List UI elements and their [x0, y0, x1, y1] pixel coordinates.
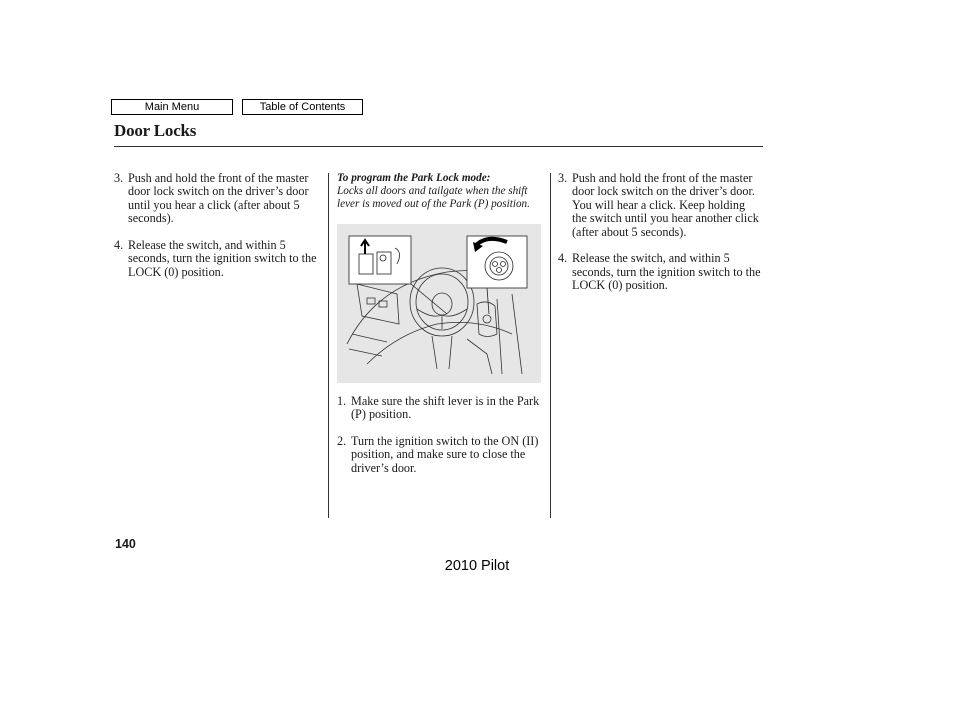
step-number: 4.: [114, 238, 124, 253]
section-note: Locks all doors and tailgate when the shift lever is moved out of the Park (P) position.: [337, 185, 530, 211]
step-number: 2.: [337, 433, 347, 448]
title-divider: [114, 146, 763, 147]
step-number: 1.: [337, 393, 347, 408]
step-item: [558, 252, 763, 292]
page-title: Door Locks: [114, 121, 197, 140]
step-item: [337, 435, 545, 475]
step-text: Push and hold the front of the master door lock switch on the driver’s door. You will hear a click. Keep holding the switch until you hear another click (after about 5 seconds).: [572, 171, 759, 239]
step-number: 3.: [114, 171, 124, 185]
column-divider-left: [328, 173, 329, 518]
step-text: Turn the ignition switch to the ON (II) position, and make sure to close the driver’s door.: [351, 433, 539, 475]
dashboard-door-lock-switch-illustration: [337, 224, 541, 383]
table-of-contents-button[interactable]: Table of Contents: [242, 99, 363, 115]
step-item: [114, 239, 319, 279]
step-text: Release the switch, and within 5 seconds, turn the ignition switch to the LOCK (0) position.: [572, 251, 761, 293]
step-item: [337, 395, 545, 422]
step-item: [558, 172, 763, 239]
step-number: 4.: [558, 251, 568, 266]
main-menu-button[interactable]: Main Menu: [111, 99, 233, 115]
footer-model-name: 2010 Pilot: [444, 558, 510, 574]
right-column: [558, 172, 763, 306]
column-divider-right: [550, 173, 551, 518]
middle-column: [337, 172, 545, 488]
step-number: 3.: [558, 171, 568, 185]
left-column: [114, 172, 319, 293]
step-item: [114, 172, 319, 226]
step-text: Push and hold the front of the master door lock switch on the driver’s door until you hear a click (after about 5 seconds).: [128, 171, 309, 226]
page-number: 140: [115, 537, 136, 551]
step-text: Make sure the shift lever is in the Park (P) position.: [351, 393, 540, 421]
step-text: Release the switch, and within 5 seconds, turn the ignition switch to the LOCK (0) position.: [128, 238, 317, 279]
section-subheading: To program the Park Lock mode:: [337, 172, 491, 184]
